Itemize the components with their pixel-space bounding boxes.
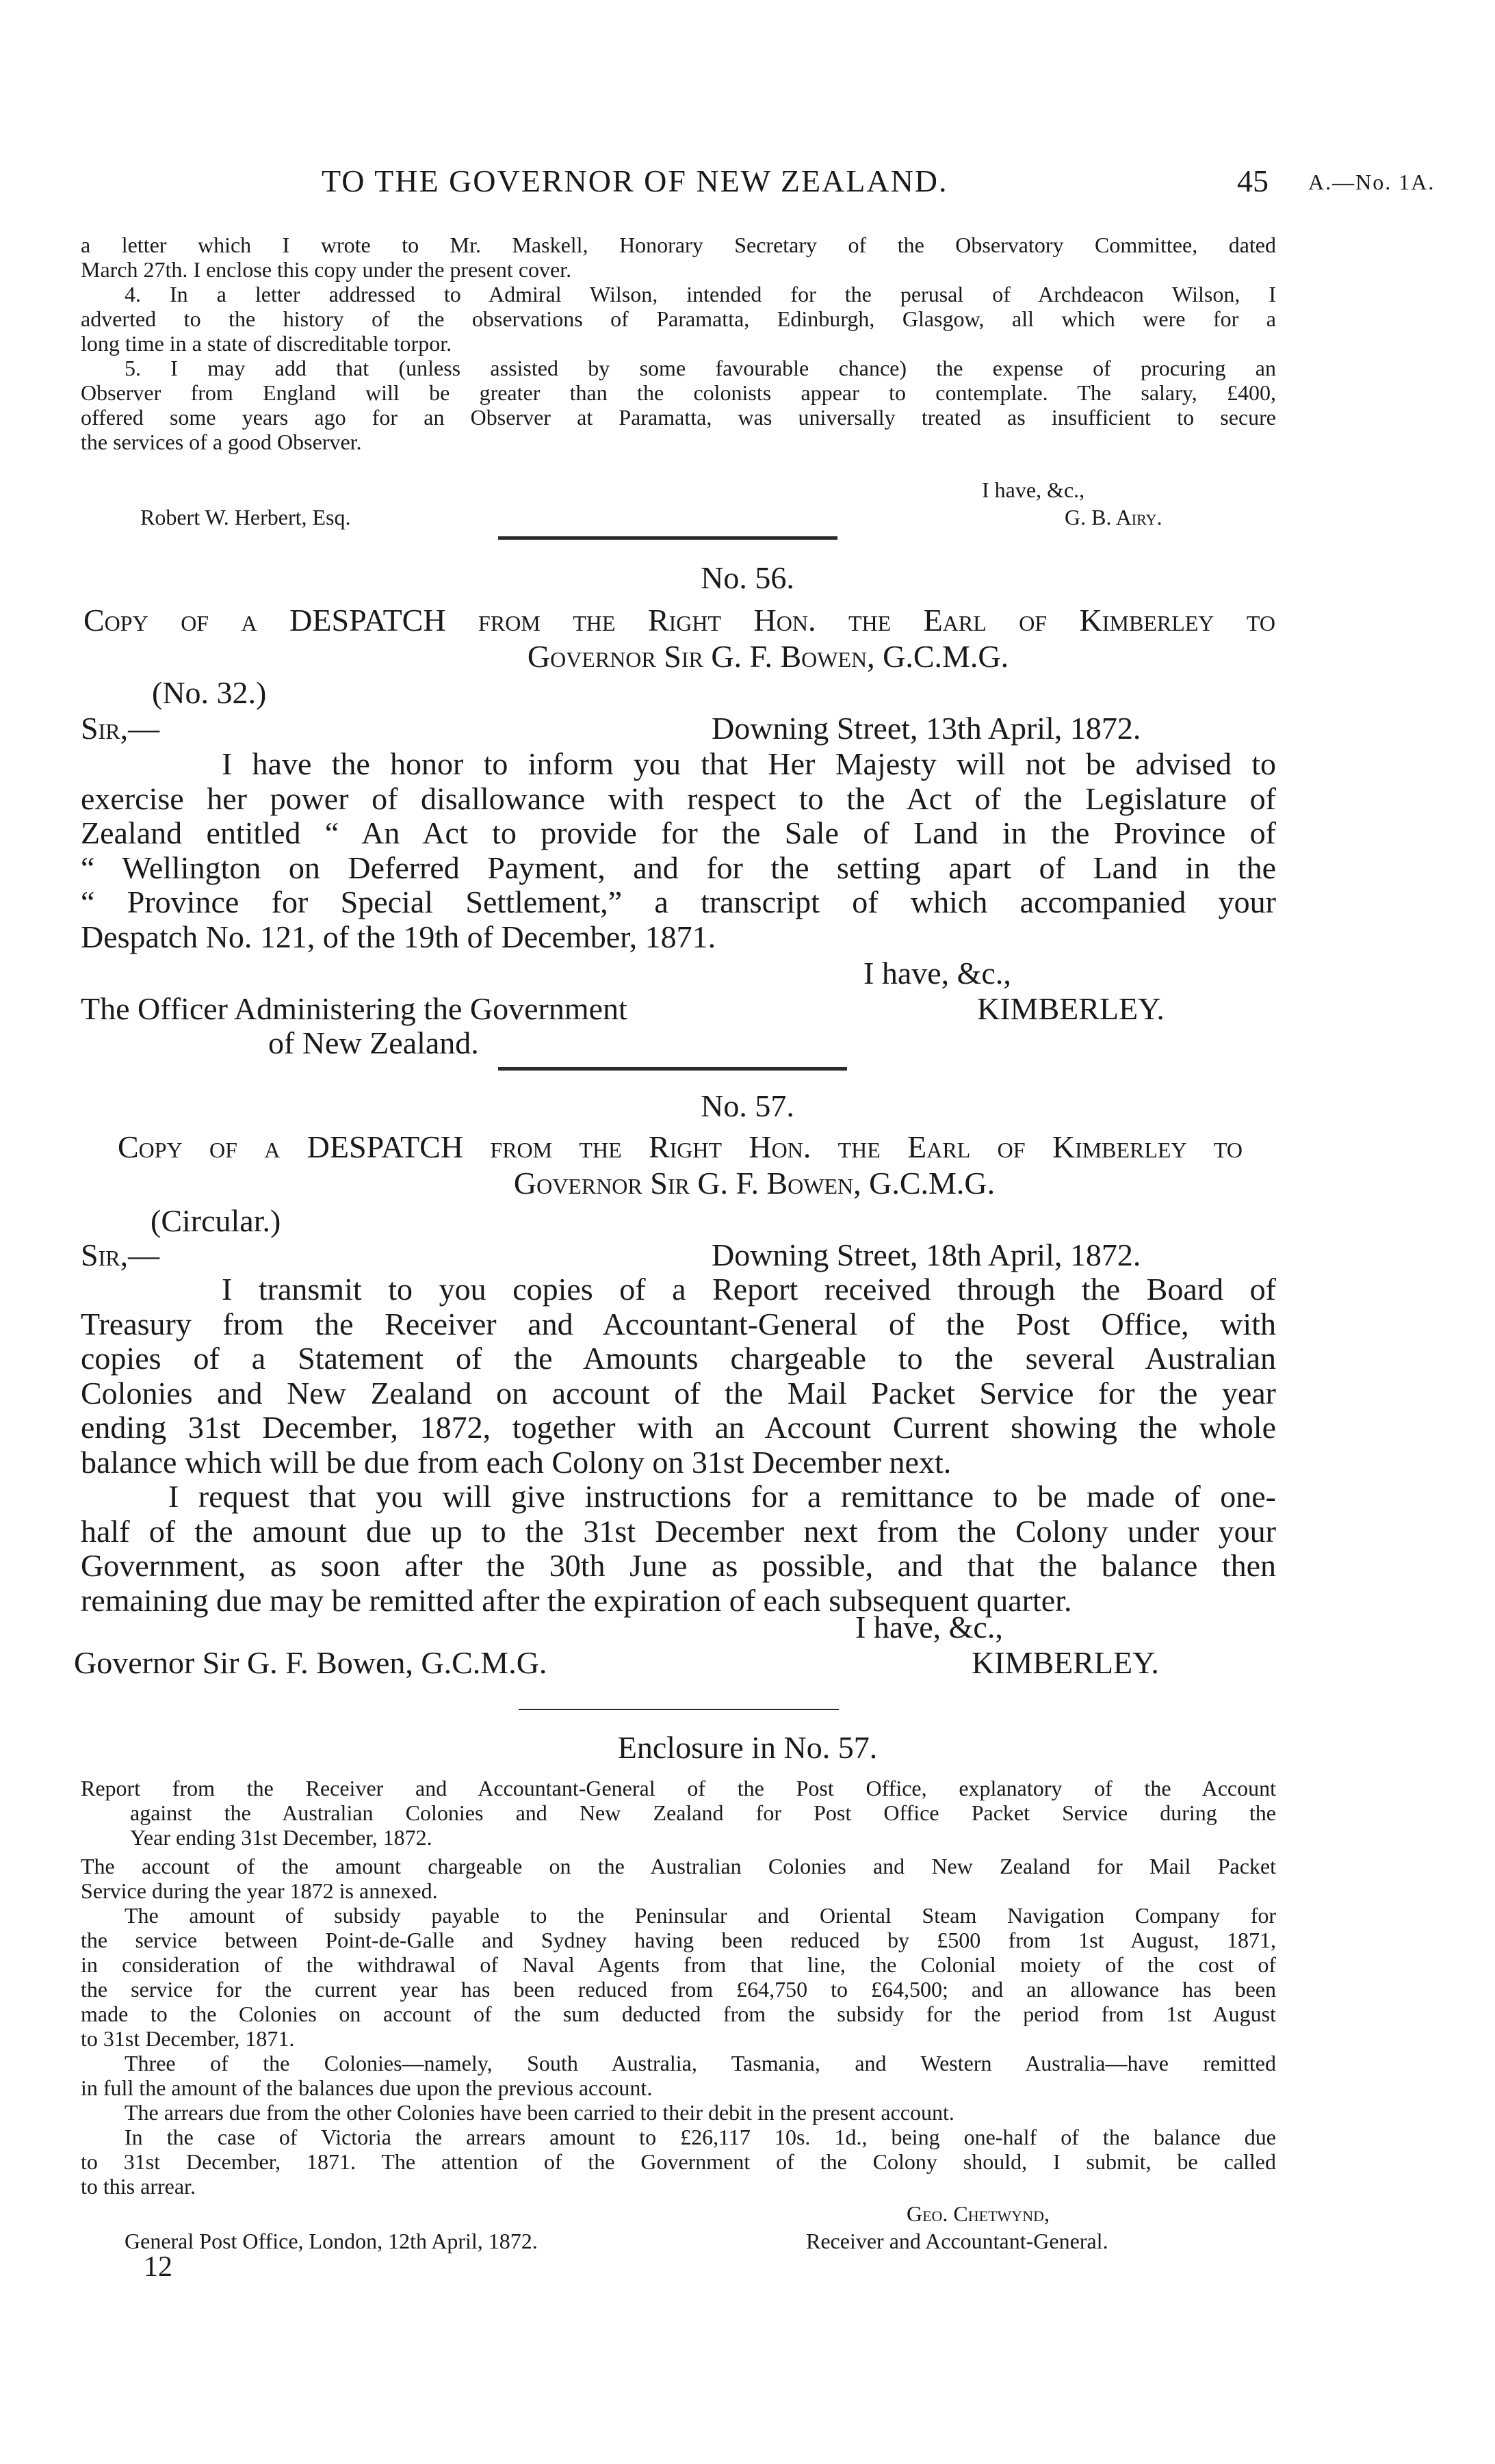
body-line: exercise her power of disallowance with respect to the Act of the Legislature of <box>81 781 1276 816</box>
place-date: General Post Office, London, 12th April, 1872. <box>125 2229 538 2253</box>
body-line: the service for the current year has been reduced from £64,750 to £64,500; and an allowance has been <box>81 1977 1276 2002</box>
body-line: I transmit to you copies of a Report received through the Board of <box>222 1272 1276 1307</box>
addressee: of New Zealand. <box>268 1025 479 1060</box>
despatch-title: Copy of a DESPATCH from the Right Hon. the Earl of Kimberley to <box>118 1129 1243 1164</box>
paper-reference: A.—No. 1A. <box>1308 170 1435 194</box>
body-line: remaining due may be remitted after the expiration of each subsequent quarter. <box>81 1582 1072 1618</box>
body-line: in full the amount of the balances due upon the previous account. <box>81 2075 653 2100</box>
despatch-number: No. 56. <box>701 560 794 595</box>
signature: G. B. Airy. <box>1065 505 1162 529</box>
body-line: to 31st December, 1871. The attention of the Government of the Colony should, I submit, be called <box>81 2149 1276 2174</box>
page-number: 45 <box>1237 163 1269 198</box>
signature: Geo. Chetwynd, <box>907 2201 1050 2226</box>
running-header-title: TO THE GOVERNOR OF NEW ZEALAND. <box>322 163 948 198</box>
body-line: The amount of subsidy payable to the Peninsular and Oriental Steam Navigation Company for <box>125 1903 1276 1928</box>
despatch-number: No. 57. <box>701 1088 794 1123</box>
body-line: a letter which I wrote to Mr. Maskell, Honorary Secretary of the Observatory Committee, dated <box>81 233 1276 257</box>
closing-formula: I have, &c., <box>863 956 1011 991</box>
signature: KIMBERLEY. <box>972 1645 1159 1680</box>
body-line: Government, as soon after the 30th June as possible, and that the balance then <box>81 1548 1276 1583</box>
body-line: I request that you will give instructions for a remittance to be made of one- <box>168 1479 1276 1514</box>
section-divider <box>498 1067 847 1071</box>
body-line: the service between Point-de-Galle and Sydney having been reduced by £500 from 1st August, 1871, <box>81 1928 1276 1952</box>
place-date: Downing Street, 18th April, 1872. <box>712 1237 1141 1272</box>
airy-letter-body <box>81 233 1276 454</box>
heading-line: against the Australian Colonies and New Zealand for Post Office Packet Service during the <box>130 1800 1276 1825</box>
section-divider <box>519 1709 839 1710</box>
body-line: “ Province for Special Settlement,” a transcript of which accompanied your <box>81 884 1276 919</box>
closing-formula: I have, &c., <box>855 1610 1003 1644</box>
place-date: Downing Street, 13th April, 1872. <box>712 711 1141 746</box>
body-line: long time in a state of discreditable torpor. <box>81 331 452 356</box>
body-line: “ Wellington on Deferred Payment, and for the setting apart of Land in the <box>81 850 1276 885</box>
despatch-title: Governor Sir G. F. Bowen, G.C.M.G. <box>527 639 1009 674</box>
despatch-title: Governor Sir G. F. Bowen, G.C.M.G. <box>513 1166 996 1201</box>
body-line: Despatch No. 121, of the 19th of December, 1871. <box>81 919 716 954</box>
body-line: in consideration of the withdrawal of Naval Agents from that line, the Colonial moiety of the cost of <box>81 1952 1276 1977</box>
body-line: In the case of Victoria the arrears amount to £26,117 10s. 1d., being one-half of the balance due <box>125 2125 1276 2149</box>
body-line: Zealand entitled “ An Act to provide for the Sale of Land in the Province of <box>81 815 1276 850</box>
body-line: The arrears due from the other Colonies have been carried to their debit in the present account. <box>125 2100 954 2125</box>
enclosure-title: Enclosure in No. 57. <box>617 1730 878 1765</box>
heading-line: Report from the Receiver and Accountant-General of the Post Office, explanatory of the Account <box>81 1776 1276 1800</box>
section-divider <box>498 536 837 540</box>
body-line: Colonies and New Zealand on account of the Mail Packet Service for the year <box>81 1375 1276 1411</box>
body-line: ending 31st December, 1872, together with an Account Current showing the whole <box>81 1410 1276 1445</box>
body-line: copies of a Statement of the Amounts chargeable to the several Australian <box>81 1341 1276 1376</box>
addressee: Governor Sir G. F. Bowen, G.C.M.G. <box>74 1645 547 1680</box>
body-line: I have the honor to inform you that Her Majesty will not be advised to <box>222 746 1276 781</box>
enclosure-heading <box>81 1776 1276 1850</box>
closing-formula: I have, &c., <box>982 477 1085 502</box>
addressee: The Officer Administering the Government <box>81 991 627 1026</box>
despatch-body <box>81 747 1276 954</box>
printer-mark: 12 <box>144 2251 172 2283</box>
body-line: 5. I may add that (unless assisted by some favourable chance) the expense of procuring an <box>125 356 1276 380</box>
body-line: 4. In a letter addressed to Admiral Wilson, intended for the perusal of Archdeacon Wilson, I <box>125 282 1276 306</box>
salutation: Sir,— <box>81 1237 160 1272</box>
body-line: half of the amount due up to the 31st December next from the Colony under your <box>81 1513 1276 1549</box>
body-line: Service during the year 1872 is annexed. <box>81 1878 438 1903</box>
body-line: Three of the Colonies—namely, South Australia, Tasmania, and Western Australia—have remitted <box>125 2051 1276 2075</box>
body-line: adverted to the history of the observations of Paramatta, Edinburgh, Glasgow, all which were for a <box>81 306 1276 331</box>
despatch-body <box>81 1272 1276 1618</box>
body-line: balance which will be due from each Colony on 31st December next. <box>81 1444 952 1480</box>
enclosure-body <box>81 1854 1276 2199</box>
body-line: to 31st December, 1871. <box>81 2026 295 2051</box>
body-line: offered some years ago for an Observer at Paramatta, was universally treated as insufficient to secure <box>81 405 1276 430</box>
addressee: Robert W. Herbert, Esq. <box>140 505 351 529</box>
heading-line: Year ending 31st December, 1872. <box>130 1825 432 1850</box>
body-line: made to the Colonies on account of the sum deducted from the subsidy for the period from 1st August <box>81 2002 1276 2026</box>
signature: KIMBERLEY. <box>977 991 1165 1026</box>
body-line: March 27th. I enclose this copy under the present cover. <box>81 257 572 282</box>
body-line: Observer from England will be greater than the colonists appear to contemplate. The salary, £400, <box>81 380 1276 405</box>
signature-title: Receiver and Accountant-General. <box>806 2229 1108 2253</box>
body-line: to this arrear. <box>81 2174 196 2199</box>
despatch-reference: (Circular.) <box>151 1203 281 1238</box>
body-line: the services of a good Observer. <box>81 430 362 454</box>
body-line: Treasury from the Receiver and Accountant-General of the Post Office, with <box>81 1306 1276 1341</box>
despatch-title: Copy of a DESPATCH from the Right Hon. the Earl of Kimberley to <box>83 603 1275 638</box>
salutation: Sir,— <box>81 711 160 746</box>
despatch-reference: (No. 32.) <box>152 675 267 710</box>
body-line: The account of the amount chargeable on the Australian Colonies and New Zealand for Mail Packet <box>81 1854 1276 1878</box>
